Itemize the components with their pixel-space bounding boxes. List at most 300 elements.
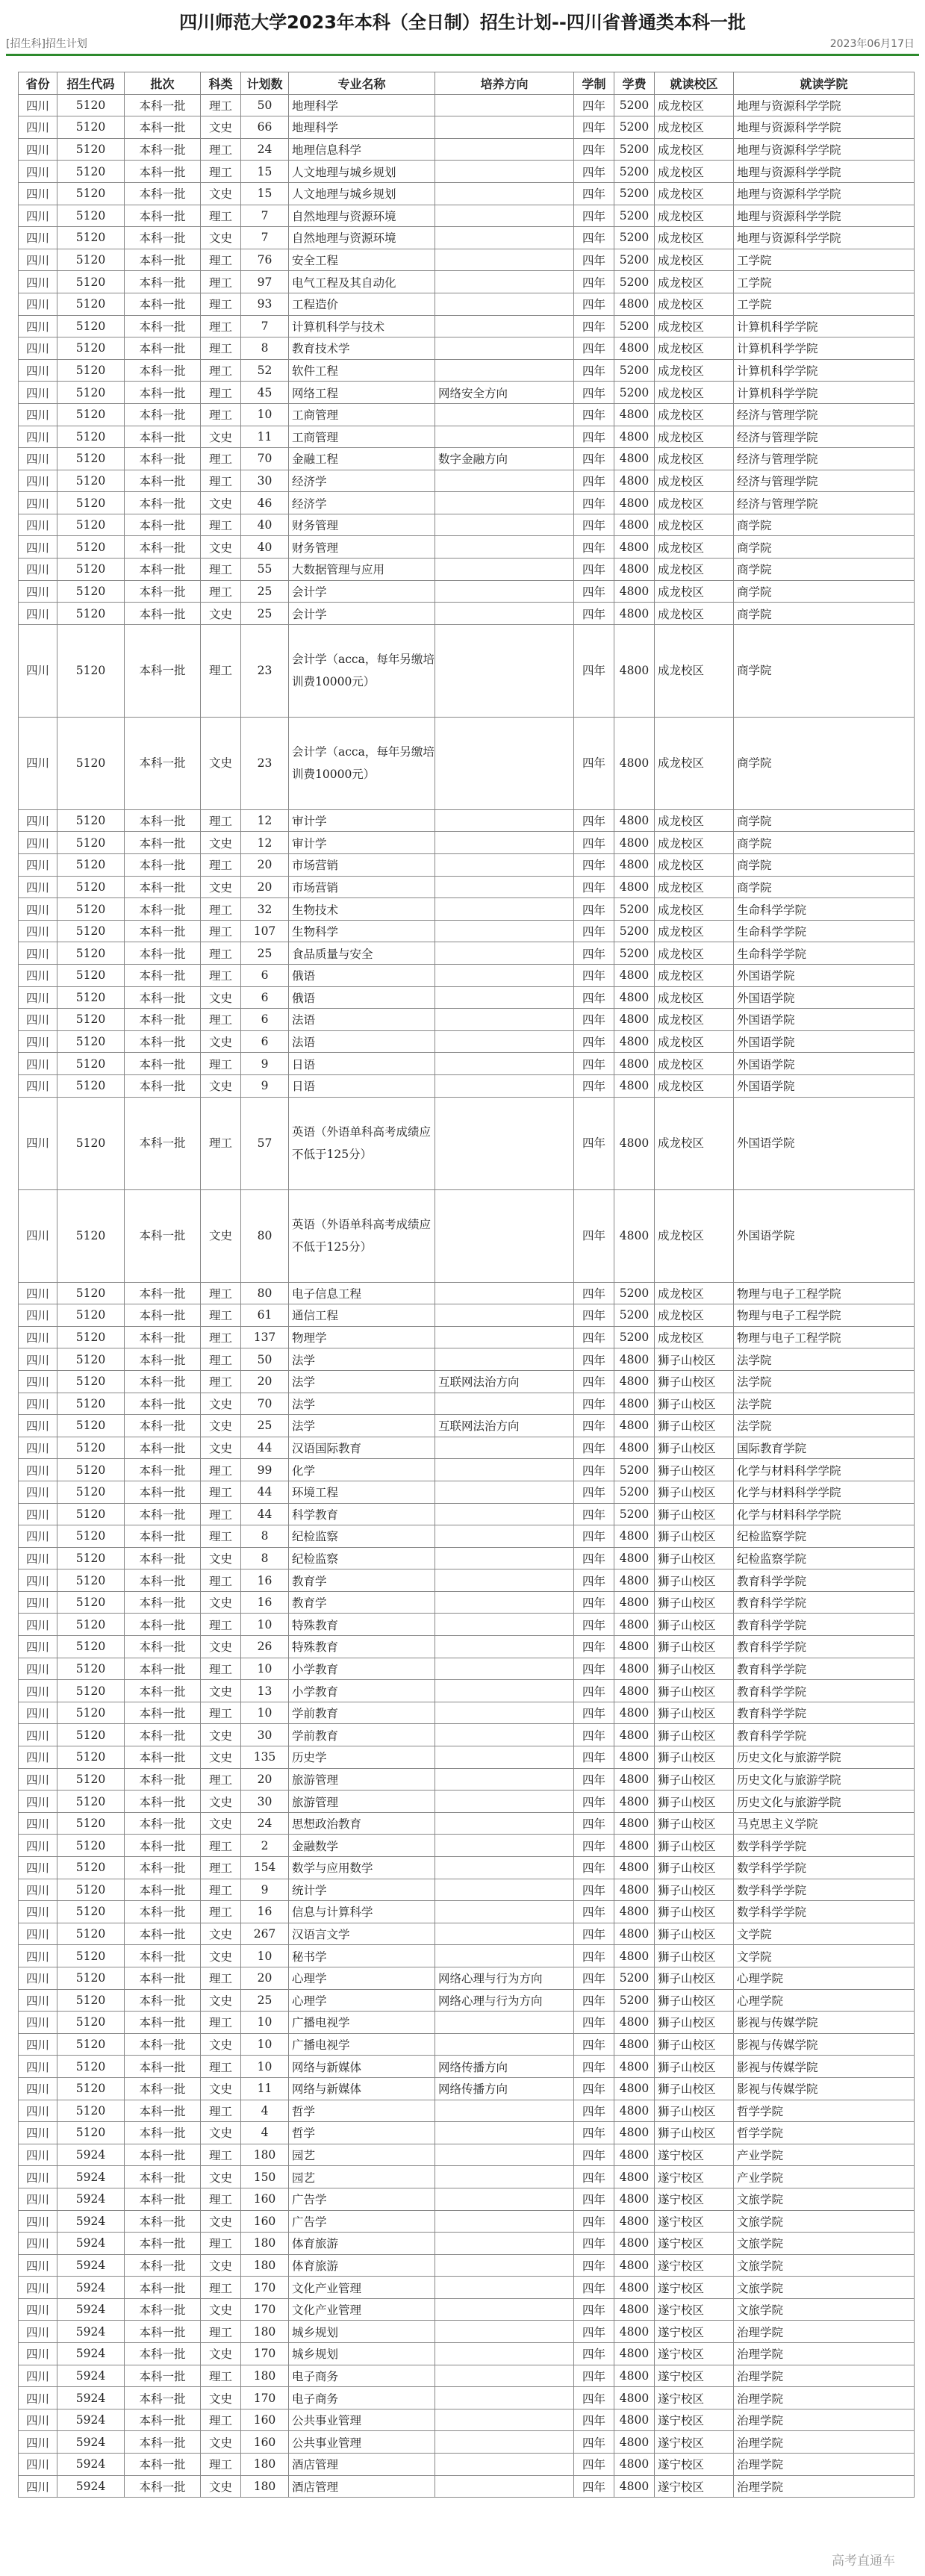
table-cell: 四川: [19, 448, 57, 470]
table-cell: 文史: [201, 2387, 241, 2409]
table-cell: 四川: [19, 1074, 57, 1097]
table-cell: 本科一批: [125, 315, 201, 337]
table-cell: 四年: [574, 2277, 614, 2299]
table-cell: 4800: [614, 580, 655, 603]
table-cell: 理工: [201, 359, 241, 382]
table-cell: 5924: [57, 2365, 125, 2387]
table-cell: 本科一批: [125, 271, 201, 293]
table-cell: 6: [241, 1009, 289, 1031]
table-cell: 四川: [19, 94, 57, 116]
table-cell: 教育科学学院: [734, 1658, 915, 1680]
table-cell: 四年: [574, 717, 614, 809]
table-cell: 23: [241, 717, 289, 809]
table-cell: 四年: [574, 271, 614, 293]
table-cell: 理工: [201, 2144, 241, 2166]
table-cell: 外国语学院: [734, 1030, 915, 1053]
table-cell: 180: [241, 2233, 289, 2255]
table-cell: 生物科学: [289, 920, 435, 942]
table-cell: 5924: [57, 2475, 125, 2498]
table-cell: 成龙校区: [655, 1326, 734, 1348]
table-cell: 理工: [201, 1857, 241, 1879]
table-cell: 5120: [57, 832, 125, 854]
table-cell: 四川: [19, 1768, 57, 1791]
table-cell: 50: [241, 1348, 289, 1371]
table-cell: 狮子山校区: [655, 1724, 734, 1746]
table-cell: 4800: [614, 1053, 655, 1075]
table-cell: 5120: [57, 514, 125, 536]
table-row: [19, 2056, 915, 2078]
table-cell: 文史: [201, 2033, 241, 2056]
table-row: [19, 1702, 915, 1724]
table-cell: 网络与新媒体: [289, 2077, 435, 2100]
table-cell: 四川: [19, 1658, 57, 1680]
table-cell: 文学院: [734, 1945, 915, 1967]
table-cell: 教育科学学院: [734, 1636, 915, 1658]
table-cell: 特殊教育: [289, 1636, 435, 1658]
table-row: [19, 249, 915, 271]
table-cell: 5200: [614, 898, 655, 921]
table-cell: 外国语学院: [734, 1097, 915, 1189]
table-cell: 66: [241, 116, 289, 139]
table-cell: 5120: [57, 1746, 125, 1769]
table-cell: 电子商务: [289, 2387, 435, 2409]
table-cell: 四川: [19, 1857, 57, 1879]
table-cell: 汉语国际教育: [289, 1437, 435, 1459]
table-cell: 理工: [201, 271, 241, 293]
table-row: [19, 293, 915, 315]
table-cell: 160: [241, 2210, 289, 2233]
table-cell: 理工: [201, 382, 241, 404]
table-row: [19, 1415, 915, 1437]
table-cell: 狮子山校区: [655, 1481, 734, 1503]
table-cell: 26: [241, 1636, 289, 1658]
table-cell: 四年: [574, 2122, 614, 2144]
breadcrumb[interactable]: [招生科]招生计划: [6, 38, 87, 50]
table-cell: 4800: [614, 514, 655, 536]
table-cell: 理工: [201, 403, 241, 426]
table-cell: [435, 809, 574, 832]
table-cell: 本科一批: [125, 2077, 201, 2100]
table-cell: 法语: [289, 1030, 435, 1053]
table-cell: 4800: [614, 1614, 655, 1636]
table-cell: [435, 271, 574, 293]
table-cell: 本科一批: [125, 2343, 201, 2365]
table-cell: 四川: [19, 876, 57, 898]
table-row: [19, 359, 915, 382]
table-cell: 数学科学学院: [734, 1857, 915, 1879]
table-row: [19, 986, 915, 1009]
table-cell: 历史文化与旅游学院: [734, 1791, 915, 1813]
table-cell: 4800: [614, 1923, 655, 1945]
table-cell: 5120: [57, 1525, 125, 1548]
table-cell: 30: [241, 1791, 289, 1813]
table-cell: 数学科学学院: [734, 1879, 915, 1901]
table-cell: 狮子山校区: [655, 1393, 734, 1415]
table-cell: 80: [241, 1189, 289, 1282]
table-cell: 5924: [57, 2188, 125, 2210]
column-header: 培养方向: [435, 72, 574, 95]
table-cell: 文史: [201, 2431, 241, 2454]
table-cell: 150: [241, 2166, 289, 2188]
table-cell: [435, 603, 574, 625]
table-cell: 理工: [201, 1503, 241, 1525]
table-row: [19, 920, 915, 942]
table-cell: 通信工程: [289, 1304, 435, 1327]
table-cell: 四年: [574, 1503, 614, 1525]
table-cell: 理工: [201, 1768, 241, 1791]
table-cell: 5120: [57, 227, 125, 249]
table-cell: 四川: [19, 1614, 57, 1636]
table-cell: 本科一批: [125, 1053, 201, 1075]
table-row: [19, 1857, 915, 1879]
table-row: [19, 138, 915, 161]
table-cell: 本科一批: [125, 94, 201, 116]
table-cell: 成龙校区: [655, 293, 734, 315]
table-cell: 产业学院: [734, 2144, 915, 2166]
table-cell: 化学与材料科学学院: [734, 1503, 915, 1525]
table-cell: 本科一批: [125, 182, 201, 205]
table-cell: 遂宁校区: [655, 2298, 734, 2321]
table-cell: 成龙校区: [655, 854, 734, 877]
table-cell: 文史: [201, 1591, 241, 1614]
table-cell: 成龙校区: [655, 249, 734, 271]
table-cell: [435, 514, 574, 536]
table-cell: 40: [241, 514, 289, 536]
table-cell: 四年: [574, 1074, 614, 1097]
table-cell: 本科一批: [125, 1835, 201, 1857]
table-cell: 四年: [574, 1348, 614, 1371]
table-cell: 文史: [201, 426, 241, 448]
table-cell: 四川: [19, 1746, 57, 1769]
table-cell: 文旅学院: [734, 2298, 915, 2321]
table-cell: 70: [241, 448, 289, 470]
table-cell: 理工: [201, 920, 241, 942]
table-row: [19, 116, 915, 139]
table-cell: 狮子山校区: [655, 1768, 734, 1791]
table-cell: 四川: [19, 492, 57, 514]
table-cell: 成龙校区: [655, 470, 734, 492]
table-cell: 50: [241, 94, 289, 116]
table-cell: 4800: [614, 1658, 655, 1680]
table-row: [19, 1189, 915, 1282]
table-cell: 四川: [19, 1923, 57, 1945]
table-cell: [435, 1189, 574, 1282]
table-cell: 统计学: [289, 1879, 435, 1901]
table-cell: 7: [241, 315, 289, 337]
table-cell: 4800: [614, 1074, 655, 1097]
table-cell: 商学院: [734, 603, 915, 625]
table-cell: 61: [241, 1304, 289, 1327]
table-cell: 遂宁校区: [655, 2144, 734, 2166]
table-row: [19, 2387, 915, 2409]
table-cell: 理工: [201, 1569, 241, 1592]
table-cell: 四川: [19, 2188, 57, 2210]
table-cell: 数学科学学院: [734, 1835, 915, 1857]
table-cell: 四年: [574, 2056, 614, 2078]
table-cell: 四年: [574, 205, 614, 227]
table-cell: 遂宁校区: [655, 2277, 734, 2299]
table-cell: 成龙校区: [655, 965, 734, 987]
table-cell: 本科一批: [125, 337, 201, 360]
table-cell: 会计学: [289, 580, 435, 603]
table-cell: 5120: [57, 182, 125, 205]
table-row: [19, 809, 915, 832]
table-cell: 10: [241, 1702, 289, 1724]
table-cell: 16: [241, 1569, 289, 1592]
table-cell: 4800: [614, 492, 655, 514]
table-cell: 四年: [574, 1481, 614, 1503]
table-cell: [435, 1724, 574, 1746]
table-cell: 成龙校区: [655, 920, 734, 942]
table-cell: 44: [241, 1481, 289, 1503]
table-cell: [435, 249, 574, 271]
table-cell: [435, 205, 574, 227]
table-cell: 四年: [574, 809, 614, 832]
table-cell: [435, 1097, 574, 1189]
table-cell: 5120: [57, 854, 125, 877]
table-cell: 5200: [614, 942, 655, 965]
table-cell: [435, 2100, 574, 2122]
table-cell: 5120: [57, 1053, 125, 1075]
table-cell: 四川: [19, 559, 57, 581]
table-cell: 纪检监察: [289, 1547, 435, 1569]
table-cell: 审计学: [289, 809, 435, 832]
table-cell: 5120: [57, 1857, 125, 1879]
table-cell: 5120: [57, 1945, 125, 1967]
table-cell: 四川: [19, 1053, 57, 1075]
table-cell: [435, 1746, 574, 1769]
table-cell: 理工: [201, 1009, 241, 1031]
table-cell: 遂宁校区: [655, 2343, 734, 2365]
table-cell: 44: [241, 1503, 289, 1525]
table-cell: 44: [241, 1437, 289, 1459]
table-cell: 四年: [574, 1812, 614, 1835]
table-cell: 10: [241, 1945, 289, 1967]
table-cell: 商学院: [734, 876, 915, 898]
table-cell: 成龙校区: [655, 514, 734, 536]
table-cell: 本科一批: [125, 1812, 201, 1835]
table-cell: 四川: [19, 1636, 57, 1658]
table-cell: 本科一批: [125, 603, 201, 625]
table-cell: 四川: [19, 161, 57, 183]
table-cell: 180: [241, 2365, 289, 2387]
table-cell: 四年: [574, 382, 614, 404]
table-cell: [435, 1591, 574, 1614]
table-cell: 4800: [614, 1189, 655, 1282]
table-cell: 5120: [57, 717, 125, 809]
table-cell: 理工: [201, 293, 241, 315]
table-cell: 日语: [289, 1074, 435, 1097]
table-row: [19, 94, 915, 116]
table-cell: [435, 2409, 574, 2431]
table-cell: 理工: [201, 1525, 241, 1548]
table-cell: 四川: [19, 1989, 57, 2012]
table-cell: [435, 116, 574, 139]
table-cell: 本科一批: [125, 2277, 201, 2299]
table-cell: 四年: [574, 832, 614, 854]
table-cell: 英语（外语单科高考成绩应不低于125分）: [289, 1097, 435, 1189]
table-cell: 理工: [201, 1614, 241, 1636]
table-cell: 成龙校区: [655, 337, 734, 360]
table-cell: 成龙校区: [655, 559, 734, 581]
table-cell: 4800: [614, 809, 655, 832]
table-cell: 5120: [57, 2056, 125, 2078]
table-cell: 4800: [614, 559, 655, 581]
table-cell: 理工: [201, 94, 241, 116]
table-cell: 商学院: [734, 559, 915, 581]
table-cell: 理工: [201, 854, 241, 877]
table-cell: [435, 1812, 574, 1835]
table-cell: 工程造价: [289, 293, 435, 315]
table-row: [19, 2077, 915, 2100]
table-row: [19, 2012, 915, 2034]
table-cell: 网络传播方向: [435, 2077, 574, 2100]
table-cell: 汉语言文学: [289, 1923, 435, 1945]
table-cell: 4800: [614, 2188, 655, 2210]
table-cell: 4800: [614, 2387, 655, 2409]
table-cell: 25: [241, 1989, 289, 2012]
table-row: [19, 1326, 915, 1348]
table-cell: 4800: [614, 2343, 655, 2365]
table-cell: 12: [241, 832, 289, 854]
table-cell: 四年: [574, 161, 614, 183]
table-cell: 四川: [19, 603, 57, 625]
table-cell: 四川: [19, 2431, 57, 2454]
table-cell: [435, 1053, 574, 1075]
table-cell: 教育技术学: [289, 337, 435, 360]
table-cell: 网络与新媒体: [289, 2056, 435, 2078]
table-cell: 狮子山校区: [655, 2077, 734, 2100]
table-cell: 5200: [614, 271, 655, 293]
table-cell: 工学院: [734, 293, 915, 315]
table-header-row: [19, 72, 915, 95]
table-cell: 成龙校区: [655, 1189, 734, 1282]
table-cell: 文史: [201, 986, 241, 1009]
table-cell: 四年: [574, 1658, 614, 1680]
table-cell: 5924: [57, 2387, 125, 2409]
table-cell: 理工: [201, 1835, 241, 1857]
table-cell: 金融数学: [289, 1835, 435, 1857]
table-cell: 5120: [57, 1503, 125, 1525]
table-cell: 四年: [574, 2210, 614, 2233]
table-cell: 遂宁校区: [655, 2454, 734, 2476]
table-cell: 4800: [614, 1569, 655, 1592]
table-cell: 电子商务: [289, 2365, 435, 2387]
table-cell: [435, 986, 574, 1009]
table-cell: 文史: [201, 603, 241, 625]
table-cell: 成龙校区: [655, 603, 734, 625]
table-cell: 理工: [201, 448, 241, 470]
table-cell: 四年: [574, 94, 614, 116]
table-cell: [435, 1326, 574, 1348]
table-cell: 成龙校区: [655, 717, 734, 809]
table-cell: 理工: [201, 2056, 241, 2078]
table-cell: 5120: [57, 580, 125, 603]
table-cell: 文史: [201, 1989, 241, 2012]
table-cell: 物理与电子工程学院: [734, 1282, 915, 1304]
table-cell: 成龙校区: [655, 876, 734, 898]
table-cell: 5200: [614, 205, 655, 227]
table-cell: 理工: [201, 514, 241, 536]
table-cell: 本科一批: [125, 2166, 201, 2188]
table-cell: [435, 1636, 574, 1658]
table-cell: 25: [241, 603, 289, 625]
table-cell: 小学教育: [289, 1680, 435, 1702]
table-cell: 5120: [57, 1009, 125, 1031]
table-cell: 狮子山校区: [655, 1525, 734, 1548]
table-row: [19, 205, 915, 227]
table-cell: 理工: [201, 315, 241, 337]
table-cell: 5120: [57, 1636, 125, 1658]
table-cell: 四川: [19, 624, 57, 717]
table-cell: 5924: [57, 2166, 125, 2188]
table-cell: 工商管理: [289, 403, 435, 426]
table-cell: [435, 1569, 574, 1592]
table-cell: 文史: [201, 2254, 241, 2277]
table-cell: 4800: [614, 1437, 655, 1459]
table-cell: 5120: [57, 624, 125, 717]
table-cell: 俄语: [289, 986, 435, 1009]
table-cell: 5200: [614, 1282, 655, 1304]
table-cell: 特殊教育: [289, 1614, 435, 1636]
table-cell: 四年: [574, 2343, 614, 2365]
table-cell: 治理学院: [734, 2387, 915, 2409]
table-cell: 20: [241, 1967, 289, 1989]
table-row: [19, 1030, 915, 1053]
table-row: [19, 448, 915, 470]
table-cell: 本科一批: [125, 1304, 201, 1327]
table-cell: 教育科学学院: [734, 1680, 915, 1702]
table-cell: 本科一批: [125, 717, 201, 809]
table-row: [19, 942, 915, 965]
table-cell: 日语: [289, 1053, 435, 1075]
table-cell: 理工: [201, 1901, 241, 1923]
table-cell: 99: [241, 1459, 289, 1481]
table-cell: 文史: [201, 832, 241, 854]
table-cell: 8: [241, 1525, 289, 1548]
table-cell: 5200: [614, 94, 655, 116]
table-cell: 计算机科学学院: [734, 359, 915, 382]
table-cell: 本科一批: [125, 2012, 201, 2034]
table-cell: 四川: [19, 2210, 57, 2233]
table-cell: 4800: [614, 1348, 655, 1371]
table-cell: 狮子山校区: [655, 2122, 734, 2144]
table-cell: 45: [241, 382, 289, 404]
table-cell: 四川: [19, 2056, 57, 2078]
table-cell: 四年: [574, 1437, 614, 1459]
table-cell: 地理与资源科学学院: [734, 205, 915, 227]
table-cell: 四年: [574, 1945, 614, 1967]
table-cell: 文旅学院: [734, 2277, 915, 2299]
table-cell: 4800: [614, 1746, 655, 1769]
table-cell: 文史: [201, 2475, 241, 2498]
table-cell: 工学院: [734, 249, 915, 271]
table-cell: 四年: [574, 1591, 614, 1614]
table-cell: 经济与管理学院: [734, 403, 915, 426]
table-cell: 旅游管理: [289, 1768, 435, 1791]
table-cell: 成龙校区: [655, 205, 734, 227]
table-cell: 5924: [57, 2233, 125, 2255]
table-cell: 治理学院: [734, 2409, 915, 2431]
table-cell: 四年: [574, 1614, 614, 1636]
table-cell: 理工: [201, 809, 241, 832]
table-cell: 成龙校区: [655, 624, 734, 717]
table-cell: 理工: [201, 965, 241, 987]
table-cell: 4800: [614, 1724, 655, 1746]
table-cell: 5120: [57, 965, 125, 987]
column-header: 省份: [19, 72, 57, 95]
table-cell: 广告学: [289, 2210, 435, 2233]
